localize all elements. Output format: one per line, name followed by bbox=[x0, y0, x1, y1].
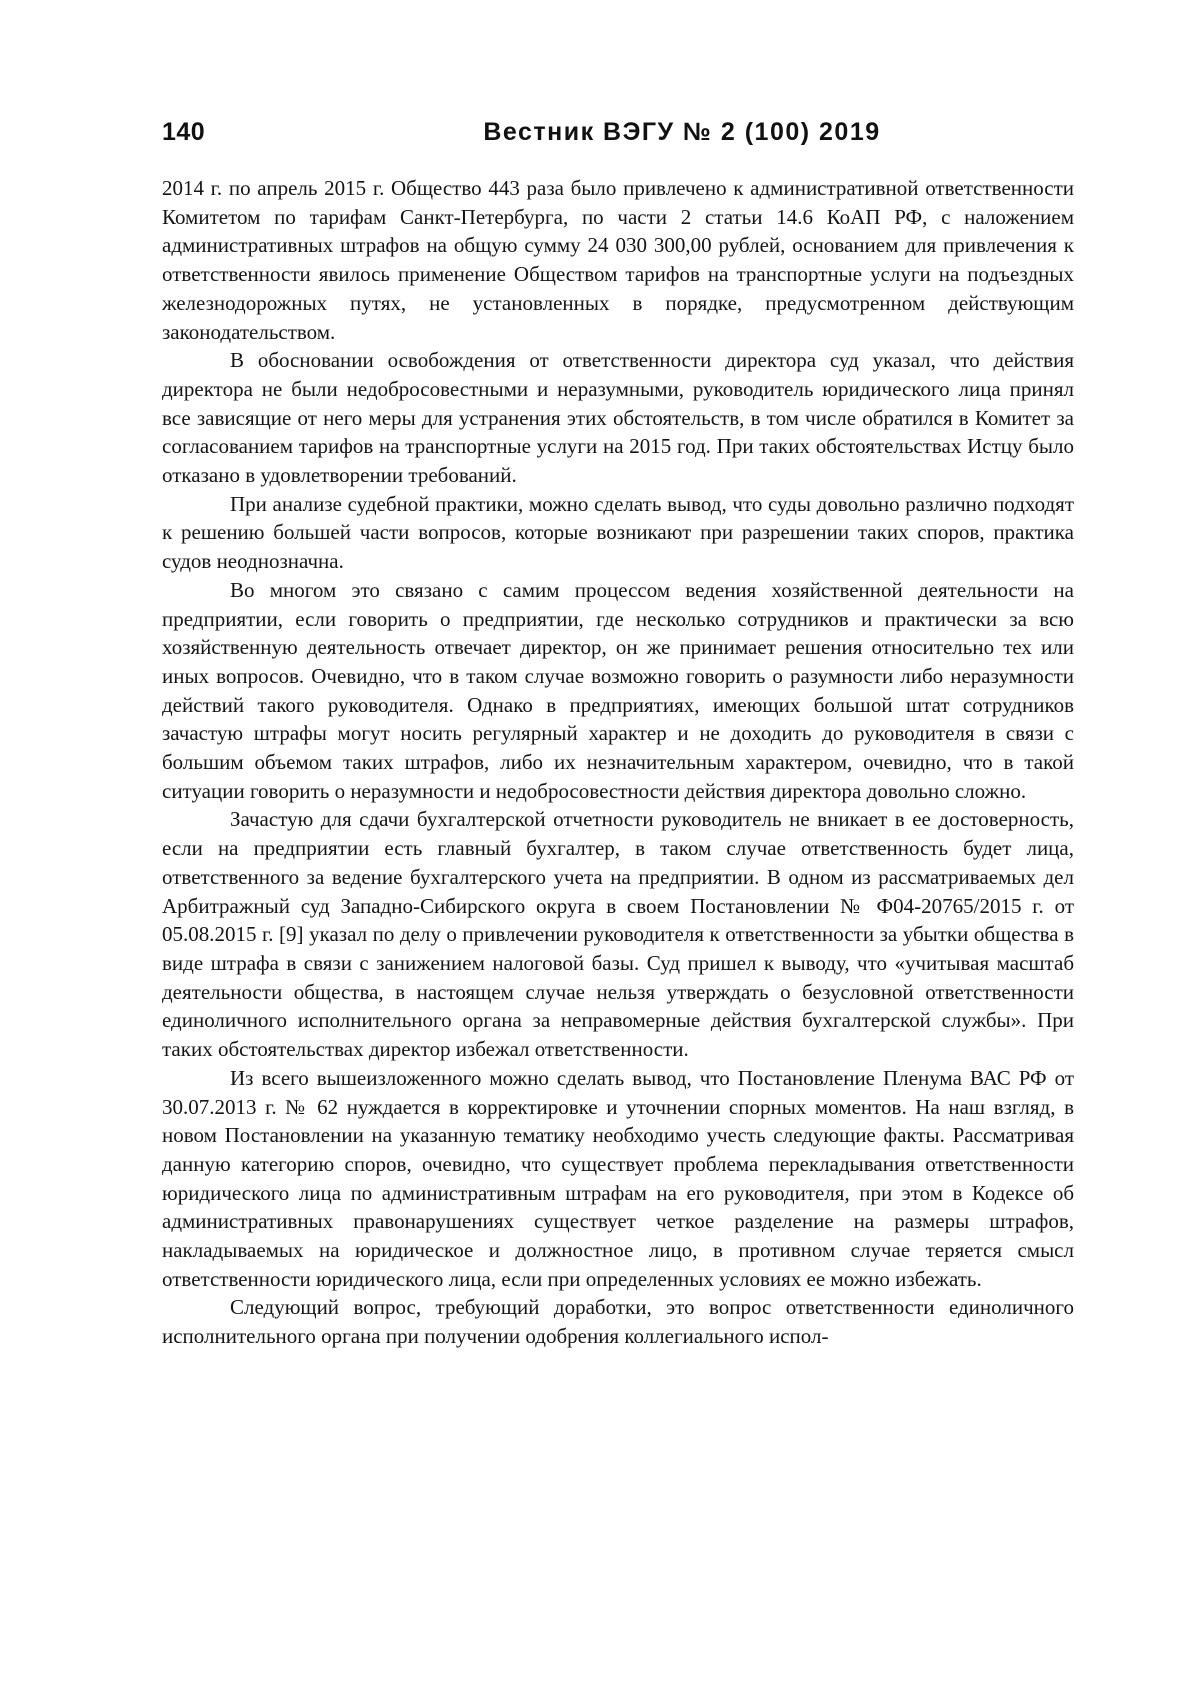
paragraph: Во многом это связано с самим процессом ведения хозяйственной деятельности на предприятии, если говорить о предприятии, где несколько сотрудников и практически за всю хозяйственную деятельность отвечает директор, он же принимает решения относительно тех или иных вопросов. Очевидно, что в таком случае возможно говорить о разумности либо неразумности действий такого руководителя. Однако в предприятиях, имеющих большой штат сотрудников зачастую штрафы могут носить регулярный характер и не доходить до руководителя в связи с большим объемом таких штрафов, либо их незначительным характером, очевидно, что в такой ситуации говорить о неразумности и недобросовестности действия директора довольно сложно. bbox=[162, 577, 1074, 803]
paragraph: Зачастую для сдачи бухгалтерской отчетности руководитель не вникает в ее достоверность, если на предприятии есть главный бухгалтер, в таком случае ответственность будет лица, ответственного за ведение бухгалтерского учета на предприятии. В одном из рассматриваемых дел Арбитражный суд Западно-Сибирского округа в своем Постановлении № Ф04-20765/2015 г. от 05.08.2015 г. [9] указал по делу о привлечении руководителя к ответственности за убытки общества в виде штрафа в связи с занижением налоговой базы. Суд пришел к выводу, что «учитывая масштаб деятельности общества, в настоящем случае нельзя утверждать о безусловной ответственности единоличного исполнительного органа за неправомерные действия бухгалтерской службы». При таких обстоятельствах директор избежал ответственности. bbox=[162, 807, 1074, 1062]
article-body bbox=[162, 174, 1074, 1351]
journal-title: Вестник ВЭГУ № 2 (100) 2019 bbox=[483, 118, 881, 146]
paragraph-continued-next-page: Следующий вопрос, требующий доработки, это вопрос ответственности единоличного исполнительного органа при получении одобрения коллегиального испол- bbox=[162, 1295, 1074, 1349]
paragraph-continuation: 2014 г. по апрель 2015 г. Общество 443 раза было привлечено к административной ответственности Комитетом по тарифам Санкт-Петербурга, по части 2 статьи 14.6 КоАП РФ, с наложением административных штрафов на общую сумму 24 030 300,00 рублей, основанием для привлечения к ответственности явилось применение Обществом тарифов на транспортные услуги на подъездных железнодорожных путях, не установленных в порядке, предусмотренном действующим законодательством. bbox=[162, 176, 1074, 344]
running-header bbox=[162, 118, 1082, 154]
paragraph: В обосновании освобождения от ответственности директора суд указал, что действия директора не были недобросовестными и неразумными, руководитель юридического лица принял все зависящие от него меры для устранения этих обстоятельств, в том числе обратился в Комитет за согласованием тарифов на транспортные услуги на 2015 год. При таких обстоятельствах Истцу было отказано в удовлетворении требований. bbox=[162, 348, 1074, 488]
page-number: 140 bbox=[162, 118, 206, 146]
paragraph: Из всего вышеизложенного можно сделать вывод, что Постановление Пленума ВАС РФ от 30.07.2013 г. № 62 нуждается в корректировке и уточнении спорных моментов. На наш взгляд, в новом Постановлении на указанную тематику необходимо учесть следующие факты. Рассматривая данную категорию споров, очевидно, что существует проблема перекладывания ответственности юридического лица по административным штрафам на его руководителя, при этом в Кодексе об административных правонарушениях существует четкое разделение на размеры штрафов, накладываемых на юридическое и должностное лицо, в противном случае теряется смысл ответственности юридического лица, если при определенных условиях ее можно избежать. bbox=[162, 1065, 1074, 1291]
paragraph: При анализе судебной практики, можно сделать вывод, что суды довольно различно подходят к решению большей части вопросов, которые возникают при разрешении таких споров, практика судов неоднозначна. bbox=[162, 491, 1074, 574]
